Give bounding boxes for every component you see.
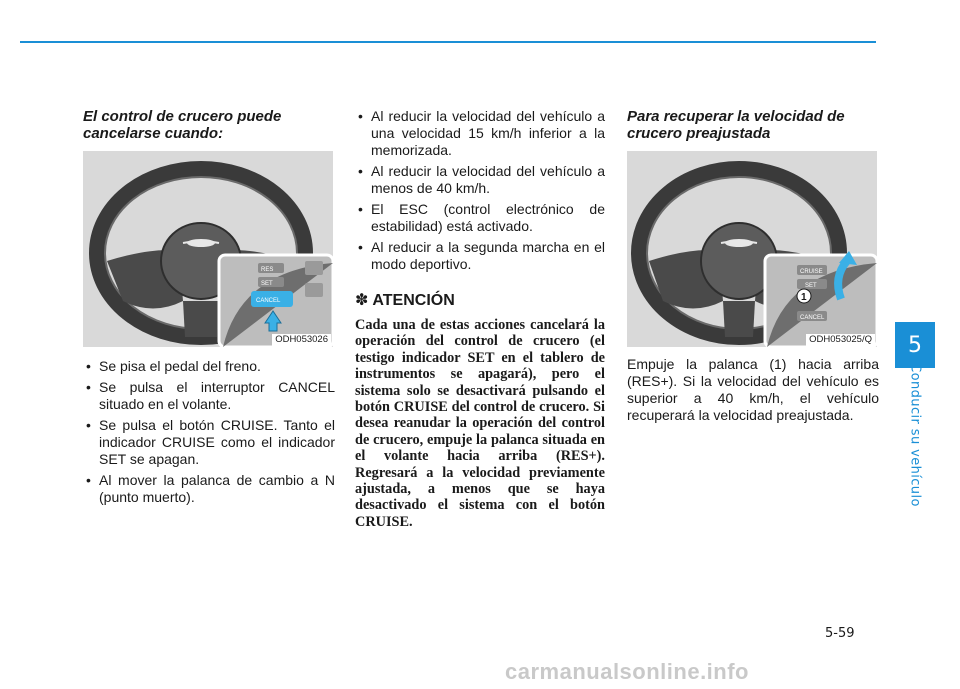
list-item: • El ESC (control electrónico de estabilidad) está activado. <box>355 201 605 235</box>
steering-wheel-illustration <box>83 151 333 347</box>
fig3-label-set: SET <box>805 283 817 289</box>
fig3-label-cruise: CRUISE <box>800 269 823 275</box>
fig1-label-res: RES <box>261 267 274 273</box>
list-item: • Al reducir la velocidad del vehículo a menos de 40 km/h. <box>355 163 605 197</box>
fig1-label-set: SET <box>261 281 273 287</box>
list-item: • Al mover la palanca de cambio a N (punto muerto). <box>83 472 335 506</box>
column-1 <box>83 108 335 510</box>
caution-title: ATENCIÓN <box>372 292 455 309</box>
column-3 <box>627 108 879 424</box>
list-item: • Al reducir la velocidad del vehículo a una velocidad 15 km/h inferior a la memorizada. <box>355 108 605 159</box>
list-item: • Se pulsa el interruptor CANCEL situado en el volante. <box>83 379 335 413</box>
figure-code: ODH053025/Q <box>806 334 875 346</box>
list-item: • Se pisa el pedal del freno. <box>83 358 335 375</box>
section-title-cancel: El control de crucero puede cancelarse cuando: <box>83 108 282 142</box>
cancel-conditions-list-continued <box>355 108 605 273</box>
section-title-resume: Para recuperar la velocidad de crucero preajustada <box>627 108 845 142</box>
page-number: 5-59 <box>825 626 855 641</box>
watermark: carmanualsonline.info <box>505 659 749 684</box>
chapter-number-tab: 5 <box>895 322 935 368</box>
fig3-label-cancel: CANCEL <box>800 315 825 321</box>
list-item: • Al reducir a la segunda marcha en el modo deportivo. <box>355 239 605 273</box>
header-rule <box>20 41 876 43</box>
list-item: • Se pulsa el botón CRUISE. Tanto el indicador CRUISE como el indicador SET se apagan. <box>83 417 335 468</box>
caution-heading <box>355 291 605 310</box>
column-2 <box>355 108 605 530</box>
resume-instructions: Empuje la palanca (1) hacia arriba (RES+). Si la velocidad del vehículo es superior a 40 km/h, el vehículo recuperará la velocidad preajustada. <box>627 356 879 423</box>
figure-steering-wheel-resume <box>627 151 877 347</box>
caution-text: Cada una de estas acciones cancelará la operación del control de crucero (el testigo indicador SET en el tablero de instrumentos se apagará), pero el sistema solo se desactivará pulsando el botón CRUISE del control de crucero. Si desea reanudar la operación del control de crucero, empuje la palanca situada en el volante hacia arriba (RES+). Regresará a la velocidad previamente ajustada, a menos que se haya desactivado el sistema con el botón CRUISE. <box>355 317 605 530</box>
callout-1: 1 <box>801 292 807 303</box>
fig1-label-cancel: CANCEL <box>256 298 281 304</box>
steering-wheel-illustration <box>627 151 877 347</box>
chapter-title: Conducir su vehículo <box>907 363 923 507</box>
cancel-conditions-list <box>83 358 335 506</box>
caution-star-icon: ✽ <box>355 292 369 309</box>
figure-code: ODH053026 <box>272 334 331 346</box>
figure-steering-wheel-cancel <box>83 151 333 347</box>
